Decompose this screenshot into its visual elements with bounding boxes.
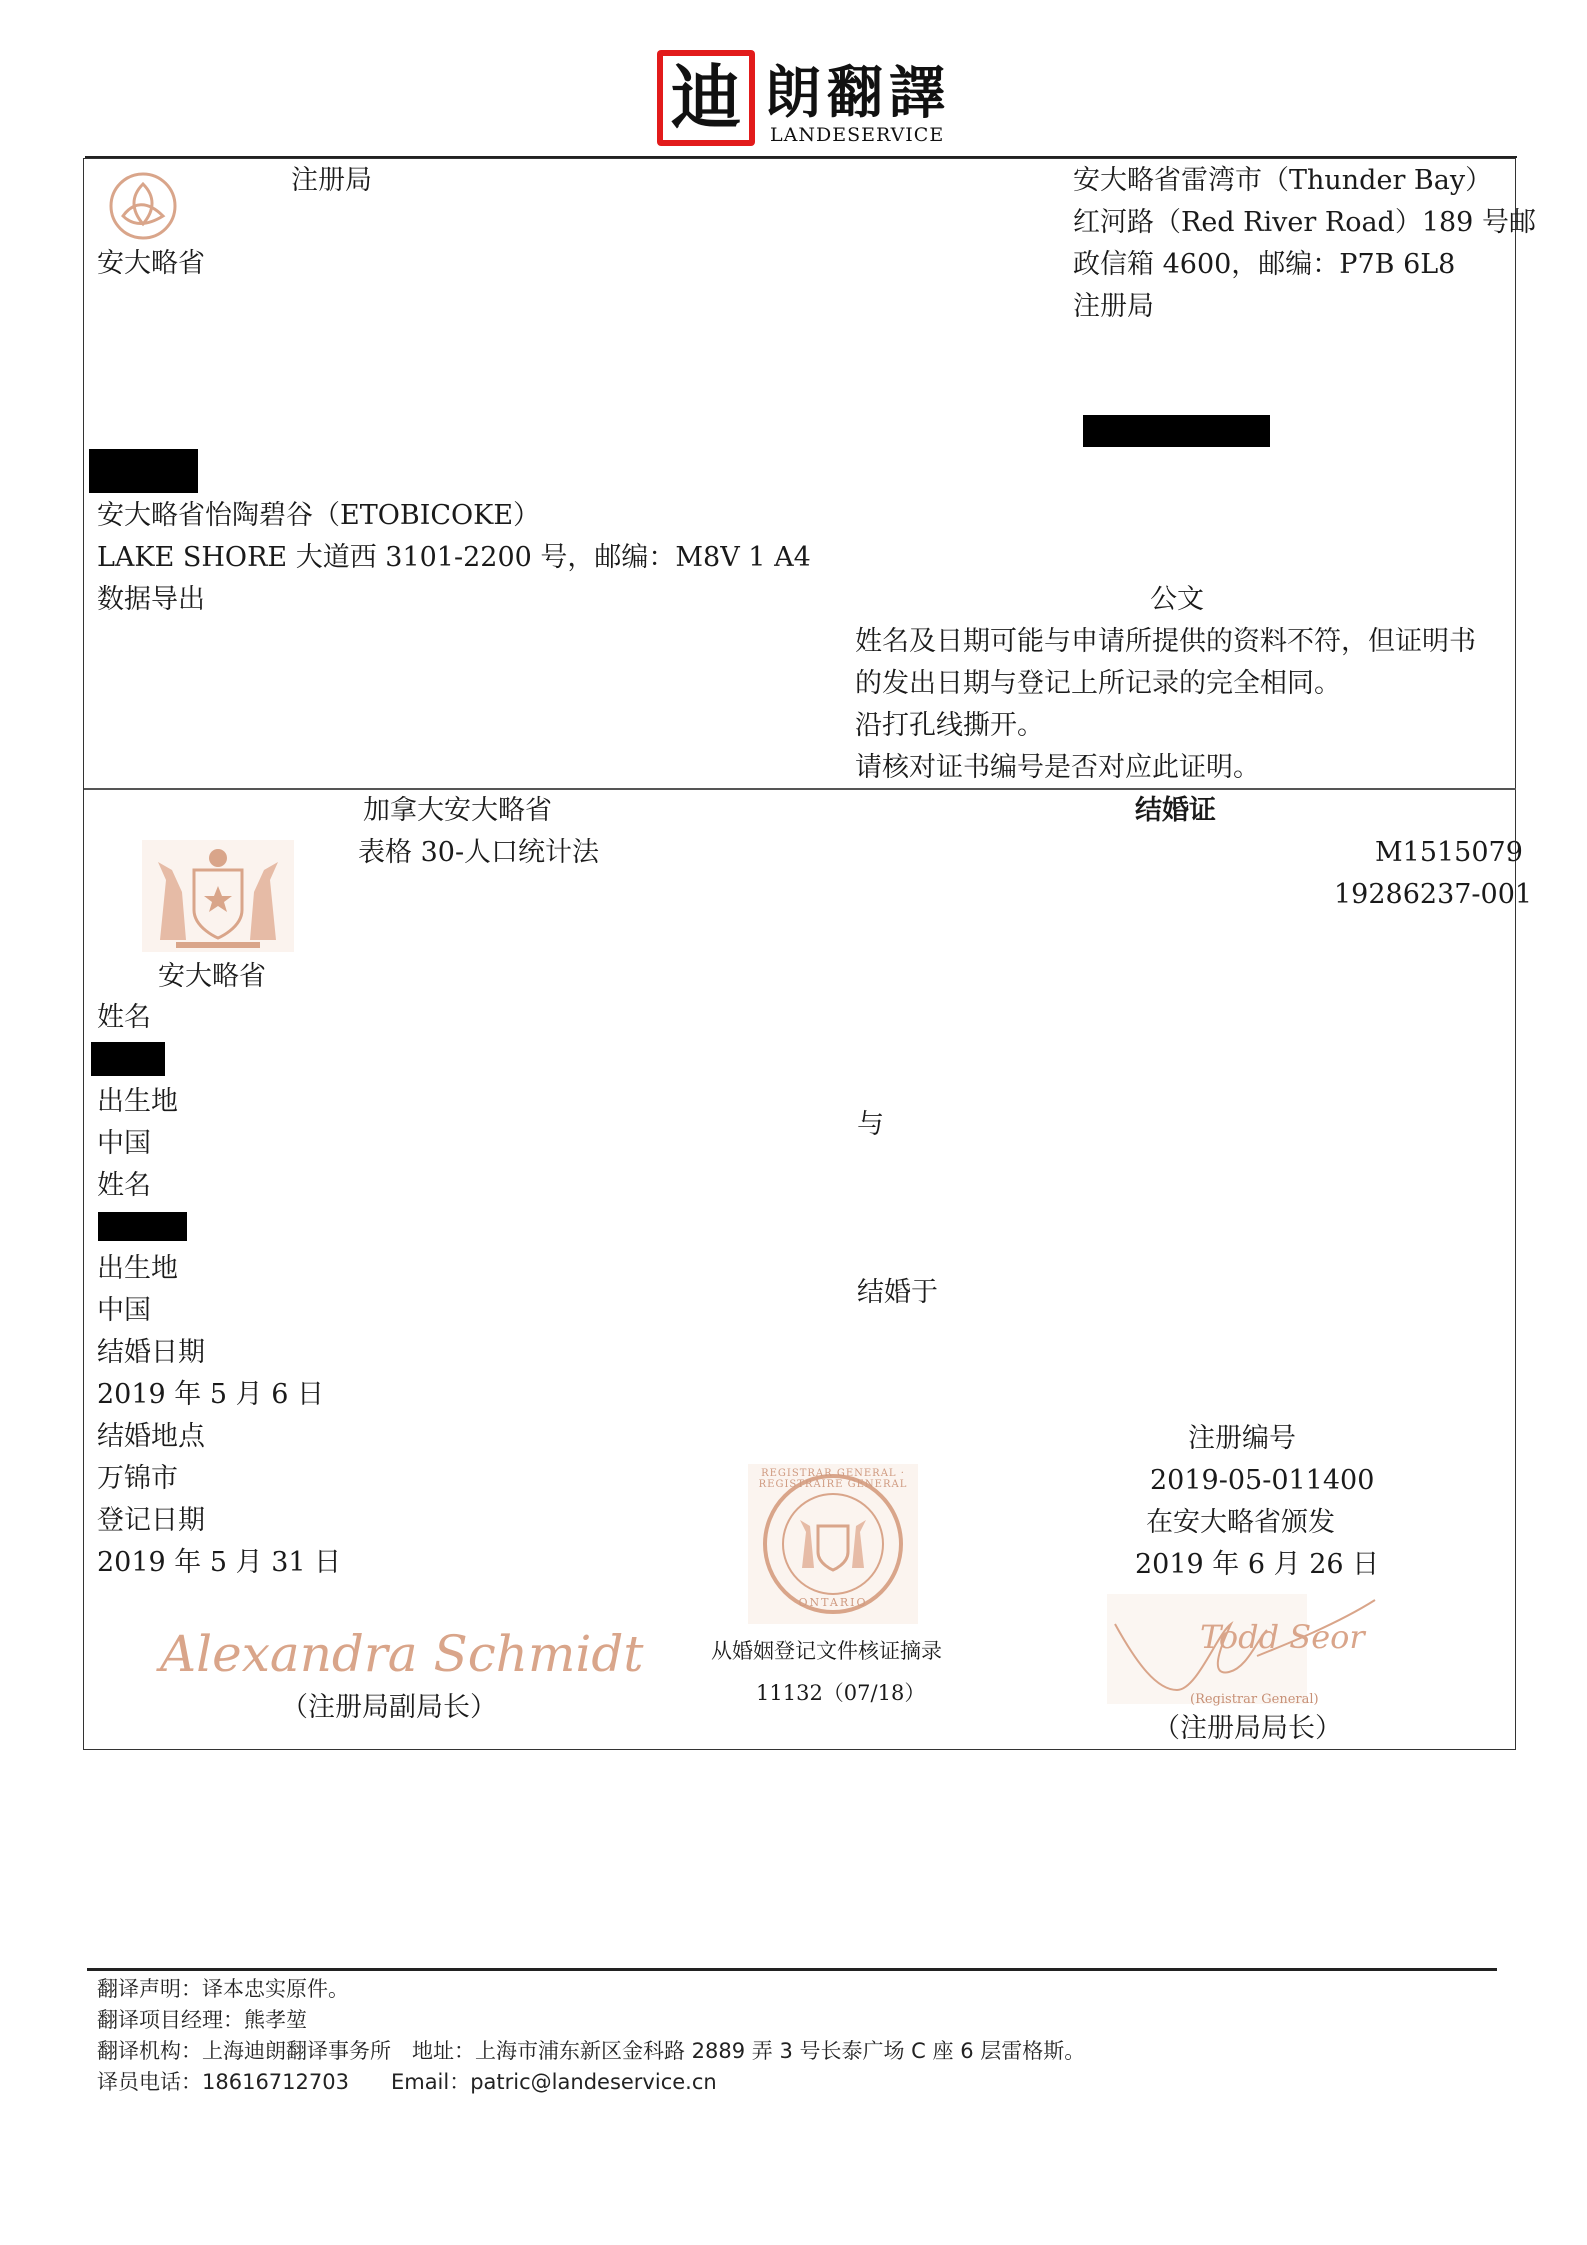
seal-outer-text: REGISTRAR GENERAL · REGISTRAIRE GENERAL (758, 1468, 908, 1490)
registration-number-label: 注册编号 (1188, 1423, 1296, 1454)
form-code: 11132（07/18） (756, 1681, 926, 1705)
notice-line: 的发出日期与登记上所记录的完全相同。 (855, 668, 1341, 699)
registrar-general-caption: (Registrar General) (1190, 1692, 1319, 1707)
logo-char: 迪 (671, 56, 741, 139)
recipient-line: 数据导出 (97, 584, 205, 615)
redacted-block (89, 449, 198, 493)
brand-sub: LANDESERVICE (770, 124, 945, 146)
field-label: 姓名 (97, 1170, 151, 1201)
notice-line: 姓名及日期可能与申请所提供的资料不符，但证明书 (855, 626, 1476, 657)
registrar-general-title: （注册局局长） (1153, 1713, 1342, 1744)
notice-line: 沿打孔线撕开。 (855, 710, 1044, 741)
deputy-signature: Alexandra Schmidt (160, 1625, 644, 1683)
issued-in-label: 在安大略省颁发 (1146, 1507, 1335, 1538)
recipient-line: LAKE SHORE 大道西 3101-2200 号，邮编：M8V 1 A4 (97, 542, 811, 573)
project-manager: 翻译项目经理：熊孝堃 (97, 2008, 307, 2032)
province-label: 安大略省 (97, 248, 205, 279)
married-at-label: 结婚于 (857, 1277, 938, 1308)
registration-number: 2019-05-011400 (1150, 1465, 1375, 1496)
field-value: 2019 年 5 月 31 日 (97, 1547, 342, 1578)
coat-of-arms-icon (142, 840, 294, 952)
logo-mark (657, 50, 755, 146)
translation-agency: 翻译机构：上海迪朗翻译事务所 地址：上海市浦东新区金科路 2889 弄 3 号长泰广场 C 座 6 层雷格斯。 (97, 2039, 1086, 2063)
certificate-title: 结婚证 (1135, 795, 1216, 826)
and-label: 与 (857, 1109, 884, 1140)
deputy-title: （注册局副局长） (281, 1692, 497, 1723)
extract-note: 从婚姻登记文件核证摘录 (711, 1639, 942, 1663)
perforation-line (84, 788, 1516, 790)
field-label: 结婚地点 (97, 1421, 205, 1452)
issue-date: 2019 年 6 月 26 日 (1135, 1549, 1380, 1580)
form-title: 表格 30-人口统计法 (358, 837, 600, 868)
coat-label: 安大略省 (158, 961, 266, 992)
footer-rule (87, 1968, 1497, 1971)
notice-line: 请核对证书编号是否对应此证明。 (855, 752, 1260, 783)
ontario-trillium-icon (107, 170, 179, 242)
registrar-label: 注册局 (291, 165, 372, 196)
recipient-line: 安大略省怡陶碧谷（ETOBICOKE） (97, 500, 541, 531)
brand-name: 朗翻譯 (765, 60, 951, 126)
seal-bottom-text: ONTARIO (798, 1596, 868, 1609)
redacted-block (91, 1042, 165, 1076)
field-value: 万锦市 (97, 1463, 178, 1494)
registry-address-line: 安大略省雷湾市（Thunder Bay） (1073, 165, 1493, 196)
field-value: 中国 (97, 1295, 151, 1326)
registry-address-line: 政信箱 4600，邮编：P7B 6L8 (1073, 249, 1456, 280)
reference-number: 19286237-001 (1334, 879, 1533, 910)
field-label: 结婚日期 (97, 1337, 205, 1368)
field-value: 2019 年 5 月 6 日 (97, 1379, 324, 1410)
registry-address-line: 红河路（Red River Road）189 号邮 (1073, 207, 1536, 238)
translator-contact: 译员电话：18616712703 Email：patric@landeservice.cn (97, 2070, 717, 2094)
notice-title: 公文 (1150, 584, 1204, 615)
field-value: 中国 (97, 1128, 151, 1159)
registry-address-line: 注册局 (1073, 291, 1154, 322)
field-label: 出生地 (97, 1253, 178, 1284)
registrar-general-signature: Todd Seor (1200, 1618, 1365, 1656)
redacted-block (1083, 415, 1270, 447)
field-label: 登记日期 (97, 1505, 205, 1536)
certificate-number: M1515079 (1375, 837, 1523, 868)
field-label: 姓名 (97, 1002, 151, 1033)
country-province: 加拿大安大略省 (363, 795, 552, 826)
translation-statement: 翻译声明：译本忠实原件。 (97, 1977, 349, 2001)
field-label: 出生地 (97, 1086, 178, 1117)
redacted-block (98, 1212, 187, 1241)
